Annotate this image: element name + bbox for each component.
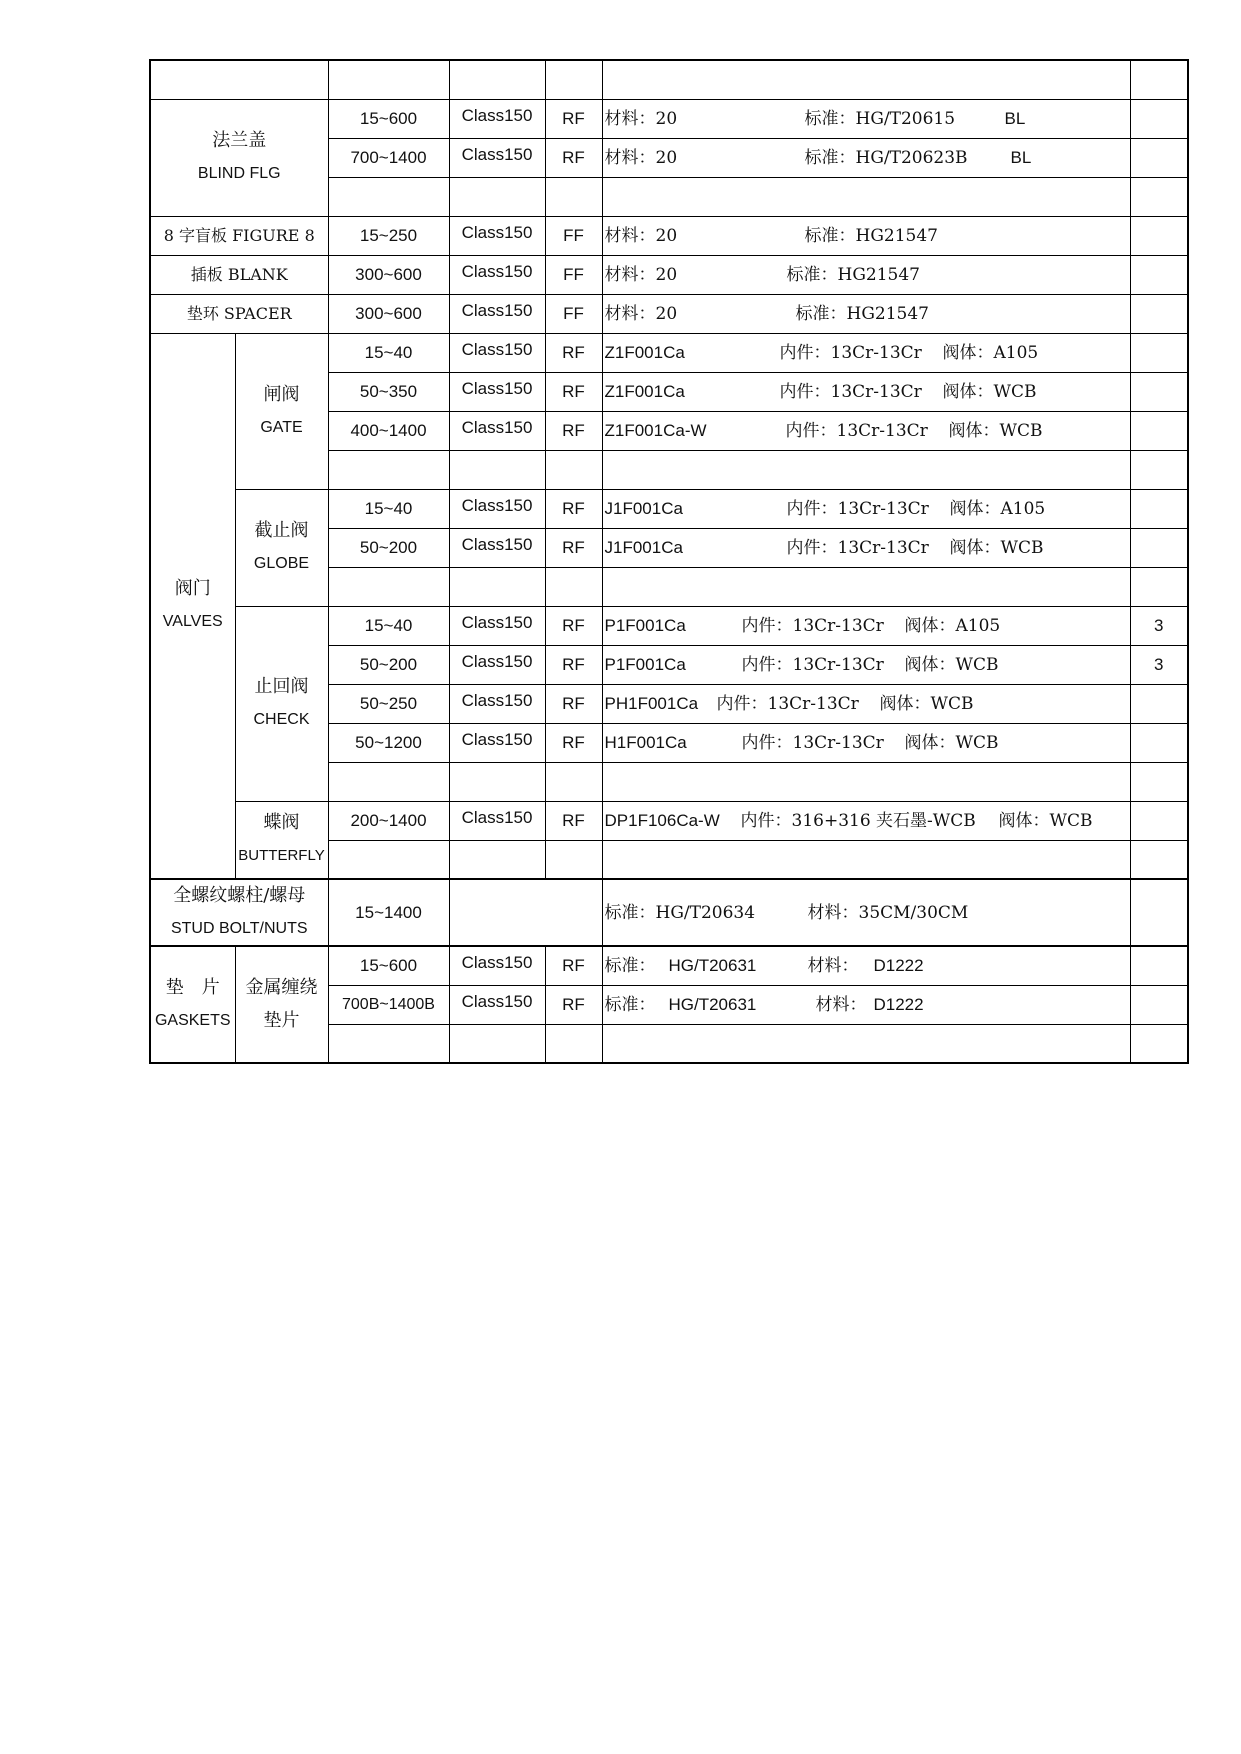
table-row: 700B~1400B Class150 RF 标准： HG/T20631 材料： D1222 [150,985,1188,1024]
table-row: 50~200 Class150 RF J1F001Ca 内件：13Cr-13Cr 阀体：WCB [150,528,1188,567]
table-row: 蝶阀 BUTTERFLY 200~1400 Class150 RF DP1F106Ca-W 内件：316+316 夹石墨-WCB 阀体：WCB [150,801,1188,840]
face-cell: RF [545,99,602,138]
table-row: 垫 片 GASKETS 金属缠绕 垫片 15~600 Class150 RF 标准： HG/T20631 材料： D1222 [150,946,1188,985]
note-cell: 3 [1130,645,1188,684]
category-figure8: 8 字盲板 FIGURE 8 [150,216,328,255]
note-cell [1130,99,1188,138]
subcategory-check: 止回阀 CHECK [235,606,328,801]
category-blank: 插板 BLANK [150,255,328,294]
subcategory-spiral-wound: 金属缠绕 垫片 [235,946,328,1063]
table-row: 700~1400 Class150 RF 材料：20 标准：HG/T20623B BL [150,138,1188,177]
description-cell: 材料：20 标准：HG/T20615 BL [602,99,1130,138]
table-row: 插板 BLANK 300~600 Class150 FF 材料：20 标准：HG21547 [150,255,1188,294]
table-row [150,99,1188,138]
category-spacer: 垫环 SPACER [150,294,328,333]
note-cell: 3 [1130,606,1188,645]
piping-spec-table [149,59,1189,1064]
category-gaskets: 垫 片 GASKETS [150,946,235,1063]
subcategory-butterfly: 蝶阀 BUTTERFLY [235,801,328,879]
table-row: 50~350 Class150 RF Z1F001Ca 内件：13Cr-13Cr 阀体：WCB [150,372,1188,411]
table-row [150,60,1188,99]
table-row: 8 字盲板 FIGURE 8 15~250 Class150 FF 材料：20 标准：HG21547 [150,216,1188,255]
table-row: 阀门 VALVES 闸阀 GATE 15~40 Class150 RF Z1F001Ca 内件：13Cr-13Cr 阀体：A105 [150,333,1188,372]
table-row: 50~1200 Class150 RF H1F001Ca 内件：13Cr-13Cr 阀体：WCB [150,723,1188,762]
rating-cell: Class150 [449,99,545,138]
table-row: 400~1400 Class150 RF Z1F001Ca-W 内件：13Cr-13Cr 阀体：WCB [150,411,1188,450]
category-blind-flg: 法兰盖 BLIND FLG [150,99,328,216]
table-row: 全螺纹螺柱/螺母 STUD BOLT/NUTS 15~1400 标准：HG/T20634 材料：35CM/30CM [150,879,1188,946]
subcategory-globe: 截止阀 GLOBE [235,489,328,606]
category-stud-bolt: 全螺纹螺柱/螺母 STUD BOLT/NUTS [150,879,328,946]
table-row: 止回阀 CHECK 15~40 Class150 RF P1F001Ca 内件：13Cr-13Cr 阀体：A105 3 [150,606,1188,645]
subcategory-gate: 闸阀 GATE [235,333,328,489]
table-row: 截止阀 GLOBE 15~40 Class150 RF J1F001Ca 内件：13Cr-13Cr 阀体：A105 [150,489,1188,528]
table-row: 垫环 SPACER 300~600 Class150 FF 材料：20 标准：HG21547 [150,294,1188,333]
table-cell [150,60,328,99]
table-row: 50~250 Class150 RF PH1F001Ca 内件：13Cr-13Cr 阀体：WCB [150,684,1188,723]
size-cell: 15~600 [328,99,449,138]
table-row: 50~200 Class150 RF P1F001Ca 内件：13Cr-13Cr 阀体：WCB 3 [150,645,1188,684]
category-valves: 阀门 VALVES [150,333,235,879]
